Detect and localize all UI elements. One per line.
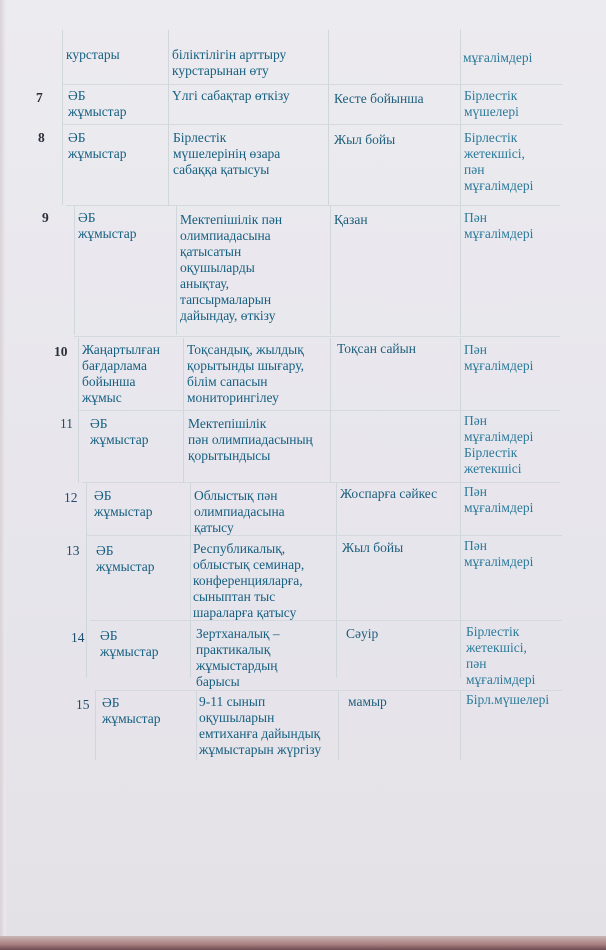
row-13-category: ӘБ жұмыстар (96, 543, 155, 574)
row-8-number: 8 (38, 130, 45, 145)
row-14-event: Зертханалық – практикалық жұмыстардың барысы (196, 626, 280, 689)
row-8-category: ӘБ жұмыстар (68, 130, 127, 161)
row-8-event: Бірлестік мүшелерінің өзара сабаққа қатысуы (173, 130, 281, 177)
row-11-number: 11 (60, 416, 73, 431)
row-15-event: 9-11 сынып оқушыларын емтиханға дайындық жұмыстарын жүргізу (199, 694, 322, 757)
row-7-category: ӘБ жұмыстар (68, 88, 127, 119)
row-11-responsible: Пән мұғалімдері Бірлестік жетекшісі (464, 413, 534, 476)
page-left-shadow (0, 0, 6, 950)
row-7-number: 7 (36, 90, 43, 105)
row-10-category: Жаңартылған бағдарлама бойынша жұмыс (82, 342, 161, 405)
header-event: біліктілігін арттыру курстарынан өту (172, 47, 287, 78)
row-9-responsible: Пән мұғалімдері (464, 210, 534, 241)
row-15-responsible: Бірл.мүшелері (466, 692, 550, 707)
page-bottom-edge (0, 936, 606, 950)
row-12-number: 12 (64, 490, 78, 505)
row-9-number: 9 (42, 210, 49, 225)
header-responsible: мұғалімдері (463, 50, 533, 65)
row-13-number: 13 (66, 543, 80, 558)
row-15-number: 15 (76, 697, 90, 712)
row-12-responsible: Пән мұғалімдері (464, 484, 534, 515)
row-14-number: 14 (71, 630, 85, 645)
row-11-event: Мектепішілік пән олимпиадасының қорытындысы (188, 416, 313, 463)
row-15-term: мамыр (348, 694, 387, 709)
row-9-event: Мектепішілік пән олимпиадасына қатысатын оқушыларды анықтау, тапсырмаларын дайындау, өткізу (180, 212, 283, 323)
row-8-term: Жыл бойы (334, 132, 396, 147)
header-category: курстары (66, 47, 120, 62)
row-10-event: Тоқсандық, жылдық қорытынды шығару, білім сапасын мониторингілеу (187, 342, 304, 405)
row-10-number: 10 (54, 344, 68, 359)
row-14-term: Сәуір (346, 626, 379, 641)
row-14-category: ӘБ жұмыстар (100, 628, 159, 659)
row-10-term: Тоқсан сайын (337, 341, 416, 356)
row-15-category: ӘБ жұмыстар (102, 695, 161, 726)
row-7-responsible: Бірлестік мүшелері (464, 88, 519, 119)
row-7-term: Кесте бойынша (334, 91, 424, 106)
row-12-term: Жоспарға сәйкес (340, 486, 438, 501)
row-9-term: Қазан (334, 212, 368, 227)
row-12-category: ӘБ жұмыстар (94, 488, 153, 519)
row-12-event: Облыстық пән олимпиадасына қатысу (194, 488, 285, 535)
row-9-category: ӘБ жұмыстар (78, 210, 137, 241)
row-14-responsible: Бірлестік жетекшісі, пән мұғалімдері (466, 624, 536, 687)
row-13-term: Жыл бойы (342, 540, 404, 555)
row-10-responsible: Пән мұғалімдері (464, 342, 534, 373)
row-8-responsible: Бірлестік жетекшісі, пән мұғалімдері (464, 130, 534, 193)
row-13-event: Республикалық, облыстық семинар, конференцияларға, сыныптан тыс шараларға қатысу (193, 541, 305, 620)
row-11-category: ӘБ жұмыстар (90, 416, 149, 447)
row-7-event: Үлгі сабақтар өткізу (172, 88, 290, 103)
row-13-responsible: Пән мұғалімдері (464, 538, 534, 569)
